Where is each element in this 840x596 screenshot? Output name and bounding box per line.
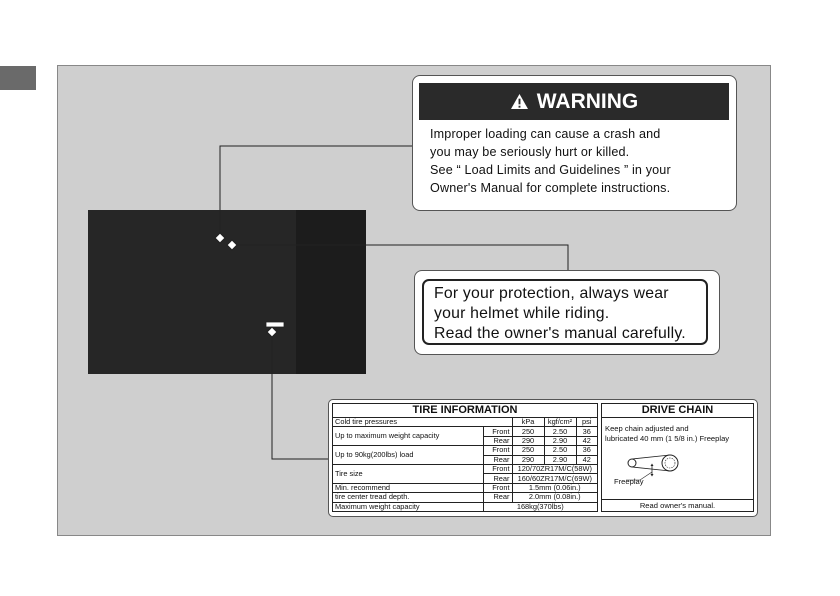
chain-line: Keep chain adjusted and xyxy=(605,424,689,433)
tread-depth-cell: 2.0mm (0.08in.) xyxy=(512,493,597,502)
position-cell: Rear xyxy=(483,436,512,445)
table-row xyxy=(333,446,597,455)
cold-pressure-label: Cold tire pressures xyxy=(333,418,512,427)
kpa-cell: 290 xyxy=(512,455,544,464)
warning-header xyxy=(419,83,729,120)
warning-label xyxy=(412,75,737,211)
drive-chain-footer: Read owner's manual. xyxy=(602,499,753,511)
rear-sprocket xyxy=(662,455,678,471)
helmet-line: your helmet while riding. xyxy=(434,305,610,322)
table-row xyxy=(333,418,597,427)
tire-information-table xyxy=(333,418,597,511)
position-cell: Rear xyxy=(483,474,512,483)
tread-depth-label: Min. recommend xyxy=(333,483,483,492)
position-cell: Front xyxy=(483,446,512,455)
helmet-text xyxy=(422,279,708,345)
tire-information-box xyxy=(332,403,598,512)
psi-cell: 36 xyxy=(576,427,597,436)
warning-line: you may be seriously hurt or killed. xyxy=(430,145,630,159)
max-capacity-label: Up to maximum weight capacity xyxy=(333,427,483,446)
chain-line: lubricated 40 mm (1 5/8 in.) Freeplay xyxy=(605,434,730,443)
helmet-line: For your protection, always wear xyxy=(434,285,669,302)
table-row xyxy=(333,464,597,473)
position-cell: Front xyxy=(483,464,512,473)
drive-chain-box xyxy=(601,403,754,512)
header-kpa: kPa xyxy=(512,418,544,427)
table-row xyxy=(333,493,597,502)
helmet-label xyxy=(414,270,720,355)
warning-line: Owner's Manual for complete instructions. xyxy=(430,181,671,195)
photo-shadow-band xyxy=(296,210,366,374)
helmet-line: Read the owner's manual carefully. xyxy=(434,325,686,342)
table-row xyxy=(333,427,597,436)
position-cell: Rear xyxy=(483,493,512,502)
table-row xyxy=(333,502,597,511)
warning-line: See “ Load Limits and Guidelines ” in your xyxy=(430,163,671,177)
tire-size-cell: 120/70ZR17M/C(58W) xyxy=(512,464,597,473)
warning-title: WARNING xyxy=(536,89,639,113)
motorcycle-photo xyxy=(88,210,366,374)
kgf-cell: 2.50 xyxy=(544,427,576,436)
drive-chain-text xyxy=(605,424,753,444)
position-cell: Rear xyxy=(483,455,512,464)
header-kgf: kgf/cm² xyxy=(544,418,576,427)
chapter-tab xyxy=(0,66,36,90)
kpa-cell: 250 xyxy=(512,446,544,455)
max-weight-label: Maximum weight capacity xyxy=(333,502,483,511)
tread-depth-cell: 1.5mm (0.06in.) xyxy=(512,483,597,492)
position-cell: Front xyxy=(483,427,512,436)
psi-cell: 42 xyxy=(576,436,597,445)
tire-size-label: Tire size xyxy=(333,464,483,483)
kgf-cell: 2.50 xyxy=(544,446,576,455)
psi-cell: 42 xyxy=(576,455,597,464)
warning-triangle-icon xyxy=(510,93,529,110)
tire-size-cell: 160/60ZR17M/C(69W) xyxy=(512,474,597,483)
tire-chain-label xyxy=(328,399,758,517)
front-sprocket xyxy=(628,459,636,467)
kpa-cell: 250 xyxy=(512,427,544,436)
load-90kg-label: Up to 90kg(200lbs) load xyxy=(333,446,483,465)
kgf-cell: 2.90 xyxy=(544,436,576,445)
kgf-cell: 2.90 xyxy=(544,455,576,464)
drive-chain-title: DRIVE CHAIN xyxy=(602,404,753,418)
max-weight-value: 168kg(370lbs) xyxy=(483,502,597,511)
tire-information-title: TIRE INFORMATION xyxy=(333,404,597,418)
table-row xyxy=(333,483,597,492)
position-cell: Front xyxy=(483,483,512,492)
warning-text xyxy=(430,125,730,197)
warning-line: Improper loading can cause a crash and xyxy=(430,127,661,141)
tread-depth-label: tire center tread depth. xyxy=(333,493,483,502)
psi-cell: 36 xyxy=(576,446,597,455)
header-psi: psi xyxy=(576,418,597,427)
kpa-cell: 290 xyxy=(512,436,544,445)
freeplay-label: Freeplay xyxy=(614,477,644,486)
